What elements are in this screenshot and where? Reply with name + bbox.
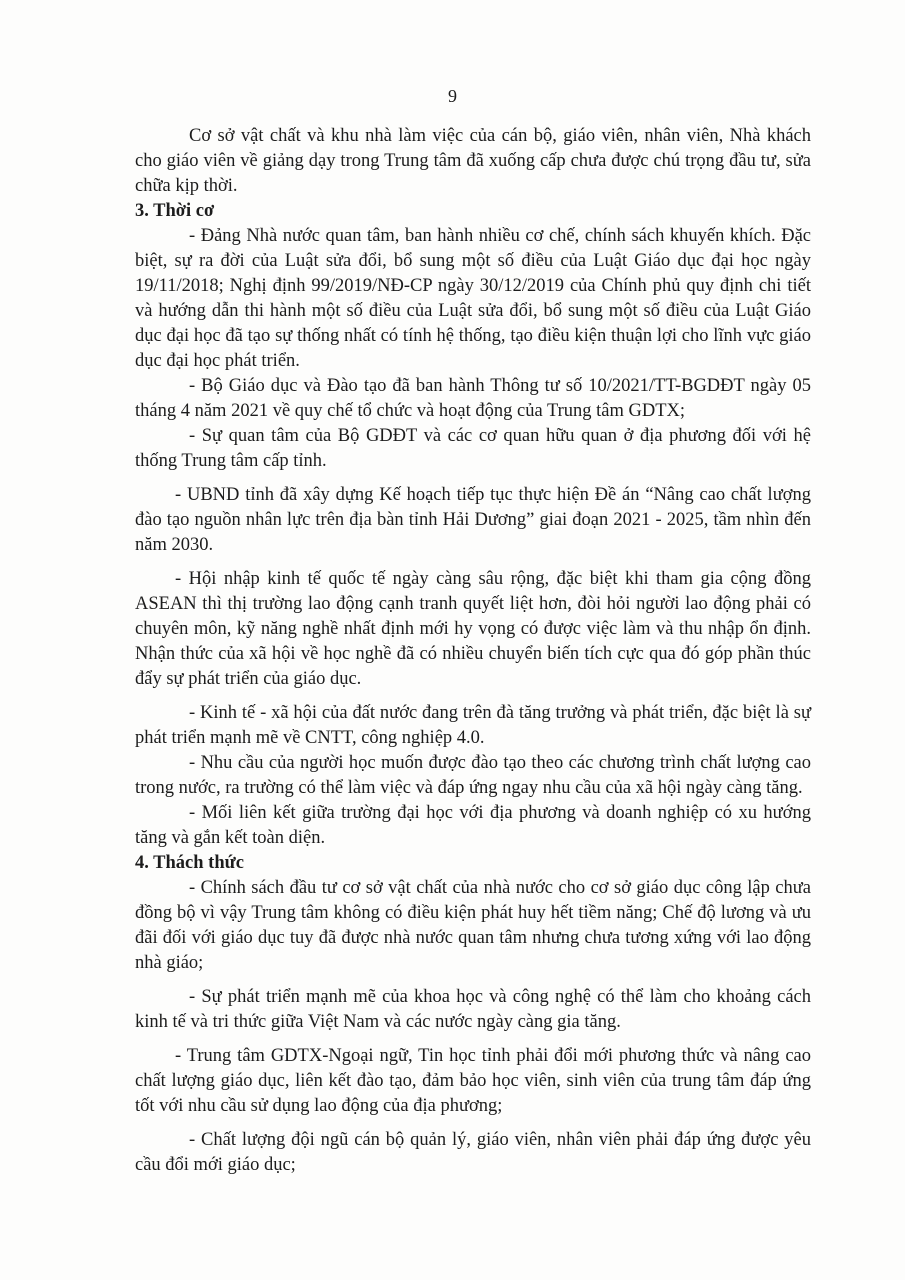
paragraph: - Sự phát triển mạnh mẽ của khoa học và công nghệ có thể làm cho khoảng cách kinh tế và tri thức giữa Việt Nam và các nước ngày càng gia tăng.	[135, 987, 811, 1032]
section-heading: 3. Thời cơ	[135, 201, 215, 221]
paragraph: Cơ sở vật chất và khu nhà làm việc của cán bộ, giáo viên, nhân viên, Nhà khách cho giáo viên về giảng dạy trong Trung tâm đã xuống cấp chưa được chú trọng đầu tư, sửa chữa kịp thời.	[135, 126, 811, 196]
paragraph: - Hội nhập kinh tế quốc tế ngày càng sâu rộng, đặc biệt khi tham gia cộng đồng ASEAN thì thị trường lao động cạnh tranh quyết liệt hơn, đòi hỏi người lao động phải có chuyên môn, kỹ năng nghề nhất định mới hy vọng có được việc làm và thu nhập ổn định. Nhận thức của xã hội về học nghề đã có nhiều chuyển biến tích cực qua đó góp phần thúc đẩy sự phát triển của giáo dục.	[135, 569, 811, 689]
paragraph: - Đảng Nhà nước quan tâm, ban hành nhiều cơ chế, chính sách khuyến khích. Đặc biệt, sự ra đời của Luật sửa đổi, bổ sung một số điều của Luật Giáo dục đại học ngày 19/11/2018; Nghị định 99/2019/NĐ-CP ngày 30/12/2019 của Chính phủ quy định chi tiết và hướng dẫn thi hành một số điều của Luật sửa đổi, bổ sung một số điều của Luật Giáo dục đại học đã tạo sự thống nhất có tính hệ thống, tạo điều kiện thuận lợi cho lĩnh vực giáo dục đại học phát triển.	[135, 226, 811, 371]
document-body	[135, 124, 811, 1178]
paragraph: - Nhu cầu của người học muốn được đào tạo theo các chương trình chất lượng cao trong nước, ra trường có thể làm việc và đáp ứng ngay nhu cầu của xã hội ngày càng tăng.	[135, 753, 811, 798]
section-heading: 4. Thách thức	[135, 853, 244, 873]
paragraph: - Kinh tế - xã hội của đất nước đang trên đà tăng trưởng và phát triển, đặc biệt là sự phát triển mạnh mẽ về CNTT, công nghiệp 4.0.	[135, 703, 811, 748]
paragraph: - Mối liên kết giữa trường đại học với địa phương và doanh nghiệp có xu hướng tăng và gắn kết toàn diện.	[135, 803, 811, 848]
paragraph: - Bộ Giáo dục và Đào tạo đã ban hành Thông tư số 10/2021/TT-BGDĐT ngày 05 tháng 4 năm 2021 về quy chế tổ chức và hoạt động của Trung tâm GDTX;	[135, 376, 811, 421]
paragraph: - Trung tâm GDTX-Ngoại ngữ, Tin học tỉnh phải đổi mới phương thức và nâng cao chất lượng giáo dục, liên kết đào tạo, đảm bảo học viên, sinh viên của trung tâm đáp ứng tốt với nhu cầu sử dụng lao động của địa phương;	[135, 1046, 811, 1116]
paragraph: - UBND tỉnh đã xây dựng Kế hoạch tiếp tục thực hiện Đề án “Nâng cao chất lượng đào tạo nguồn nhân lực trên địa bàn tỉnh Hải Dương” giai đoạn 2021 - 2025, tầm nhìn đến năm 2030.	[135, 485, 811, 555]
page-number: 9	[448, 86, 457, 106]
paragraph: - Sự quan tâm của Bộ GDĐT và các cơ quan hữu quan ở địa phương đối với hệ thống Trung tâm cấp tỉnh.	[135, 426, 811, 471]
paragraph: - Chính sách đầu tư cơ sở vật chất của nhà nước cho cơ sở giáo dục công lập chưa đồng bộ vì vậy Trung tâm không có điều kiện phát huy hết tiềm năng; Chế độ lương và ưu đãi đối với giáo dục tuy đã được nhà nước quan tâm nhưng chưa tương xứng với lao động nhà giáo;	[135, 878, 811, 973]
paragraph: - Chất lượng đội ngũ cán bộ quản lý, giáo viên, nhân viên phải đáp ứng được yêu cầu đổi mới giáo dục;	[135, 1130, 811, 1175]
